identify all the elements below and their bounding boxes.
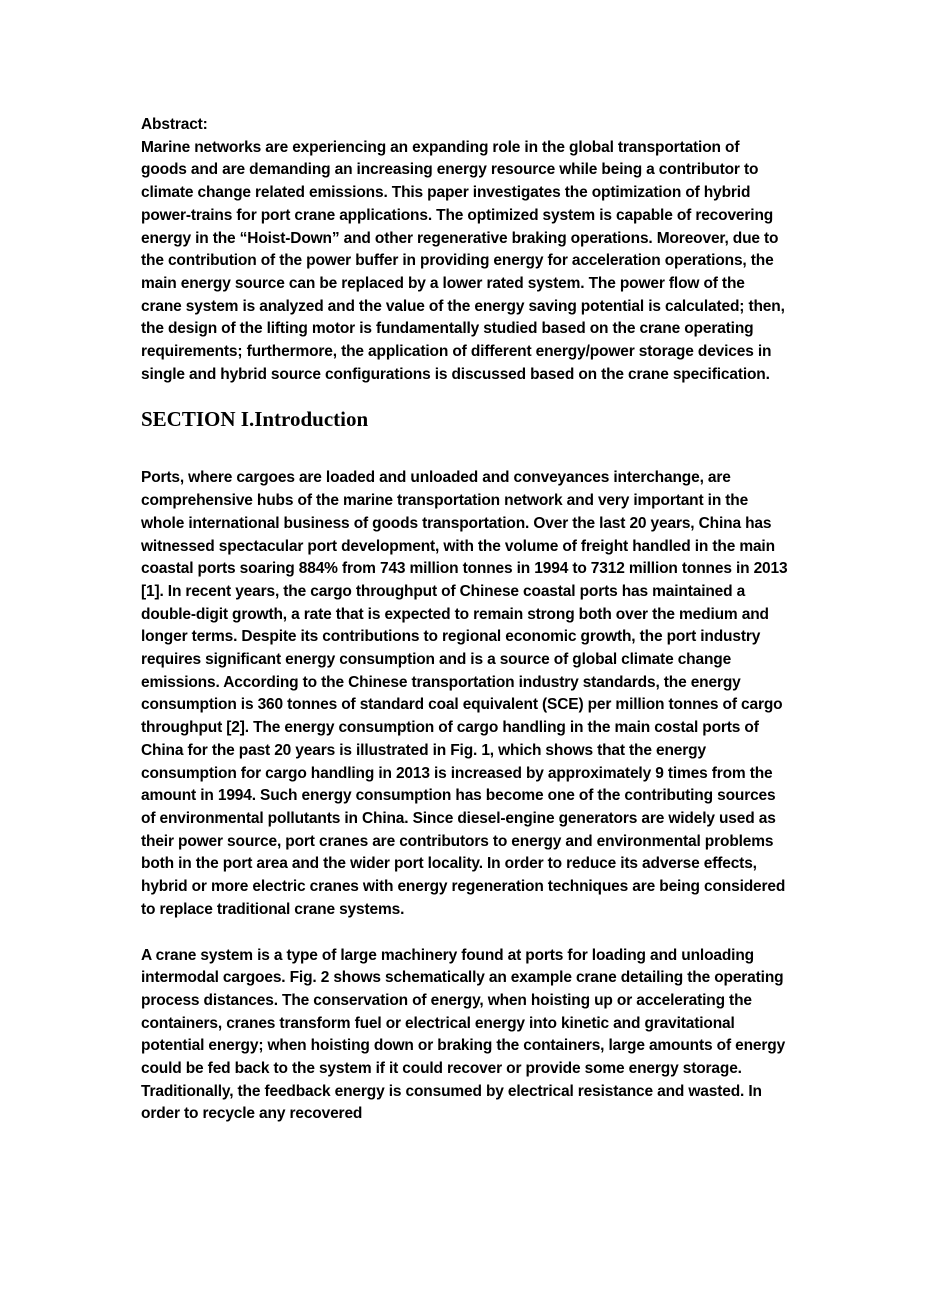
abstract-label: Abstract: <box>141 116 208 133</box>
body-paragraph-1: Ports, where cargoes are loaded and unloaded and conveyances interchange, are comprehensive hubs of the marine transportation network and very important in the whole international business of goods transportation. Over the last 20 years, China has witnessed spectacular port development, with the volume of freight handled in the main coastal ports soaring 884% from 743 million tonnes in 1994 to 7312 million tonnes in 2013 [1]. In recent years, the cargo throughput of Chinese coastal ports has maintained a double-digit growth, a rate that is expected to remain strong both over the medium and longer terms. Despite its contributions to regional economic growth, the port industry requires significant energy consumption and is a source of global climate change emissions. According to the Chinese transportation industry standards, the energy consumption is 360 tonnes of standard coal equivalent (SCE) per million tonnes of cargo throughput [2]. The energy consumption of cargo handling in the main costal ports of China for the past 20 years is illustrated in Fig. 1, which shows that the energy consumption for cargo handling in 2013 is increased by approximately 9 times from the amount in 1994. Such energy consumption has become one of the contributing sources of environmental pollutants in China. Since diesel-engine generators are widely used as their power source, port cranes are contributors to energy and environmental problems both in the port area and the wider port locality. In order to reduce its adverse effects, hybrid or more electric cranes with energy regeneration techniques are being considered to replace traditional crane systems. <box>141 469 788 918</box>
body-paragraph-2: A crane system is a type of large machinery found at ports for loading and unloading intermodal cargoes. Fig. 2 shows schematically an example crane detailing the operating process distances. The conservation of energy, when hoisting up or accelerating the containers, cranes transform fuel or electrical energy into kinetic and gravitational potential energy; when hoisting down or braking the containers, large amounts of energy could be fed back to the system if it could recover or provide some energy storage. Traditionally, the feedback energy is consumed by electrical resistance and wasted. In order to recycle any recovered <box>141 946 786 1123</box>
document-page <box>141 114 789 1126</box>
abstract-text: Marine networks are experiencing an expanding role in the global transportation of goods and are demanding an increasing energy resource while being a contributor to climate change related emissions. This paper investigates the optimization of hybrid power-trains for port crane applications. The optimized system is capable of recovering energy in the “Hoist-Down” and other regenerative braking operations. Moreover, due to the contribution of the power buffer in providing energy for acceleration operations, the main energy source can be replaced by a lower rated system. The power flow of the crane system is analyzed and the value of the energy saving potential is calculated; then, the design of the lifting motor is fundamentally studied based on the crane operating requirements; furthermore, the application of different energy/power storage devices in single and hybrid source configurations is discussed based on the crane specification. <box>141 138 785 383</box>
section-heading: SECTION I.Introduction <box>141 407 369 432</box>
